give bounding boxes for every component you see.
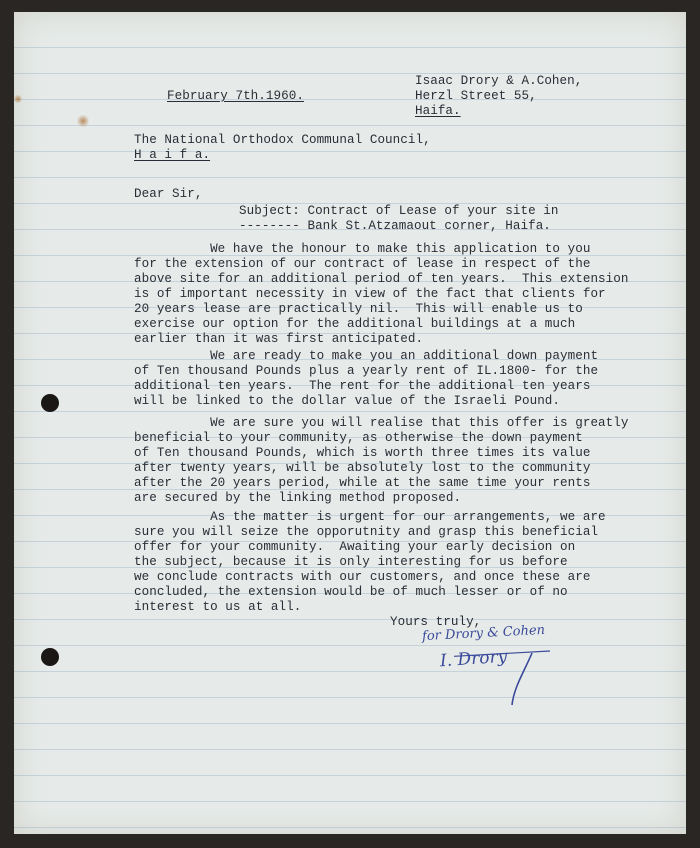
paragraph-1: We have the honour to make this application to you for the extension of our contract of lease in respect of the above site for an additional period of ten years. This extension is of important necessity in view of the fact that clients for 20 years lease are practically nil. This will enable us to exercise our option for the additional buildings at a much earlier than it was first anticipated. — [134, 242, 629, 346]
salutation: Dear Sir, — [134, 187, 203, 201]
paragraph-4: As the matter is urgent for our arrangements, we are sure you will seize the opporutnity and grasp this beneficial offer for your community. Awaiting your early decision on the subject, because it is only interesting for us before we conclude contracts with our customers, and once these are concluded, the extension would be of much lesser or of no interest to us at all. — [134, 510, 606, 614]
rust-stain — [76, 115, 90, 127]
punch-hole-bottom — [41, 648, 59, 666]
letter-date: February 7th.1960. — [167, 89, 304, 103]
letter-page — [14, 12, 686, 834]
rust-stain — [14, 94, 22, 104]
recipient-city: H a i f a. — [134, 148, 211, 162]
recipient-name: The National Orthodox Communal Council, — [134, 133, 431, 147]
punch-hole-top — [41, 394, 59, 412]
subject-line: Subject: Contract of Lease of your site in — [239, 204, 559, 218]
subject-line-continuation: -------- Bank St.Atzamaout corner, Haifa. — [239, 219, 551, 233]
sender-street: Herzl Street 55, — [415, 89, 537, 103]
closing: Yours truly, — [390, 615, 482, 629]
signature-flourish — [454, 627, 554, 707]
sender-city: Haifa. — [415, 104, 461, 118]
paragraph-3: We are sure you will realise that this offer is greatly beneficial to your community, as otherwise the down payment of Ten thousand Pounds, which is worth three times its value after twenty years, will be absolutely lost to the community after the 20 years period, while at the same time your rents are secured by the linking method proposed. — [134, 416, 629, 505]
paragraph-2: We are ready to make you an additional down payment of Ten thousand Pounds plus a yearly rent of IL.1800- for the additional ten years. The rent for the additional ten years will be linked to the dollar value of the Israeli Pound. — [134, 349, 599, 408]
signature-line-1: for Drory & Cohen — [421, 622, 546, 645]
sender-name: Isaac Drory & A.Cohen, — [415, 74, 583, 88]
signature-line-2: I. Drory — [439, 646, 508, 672]
